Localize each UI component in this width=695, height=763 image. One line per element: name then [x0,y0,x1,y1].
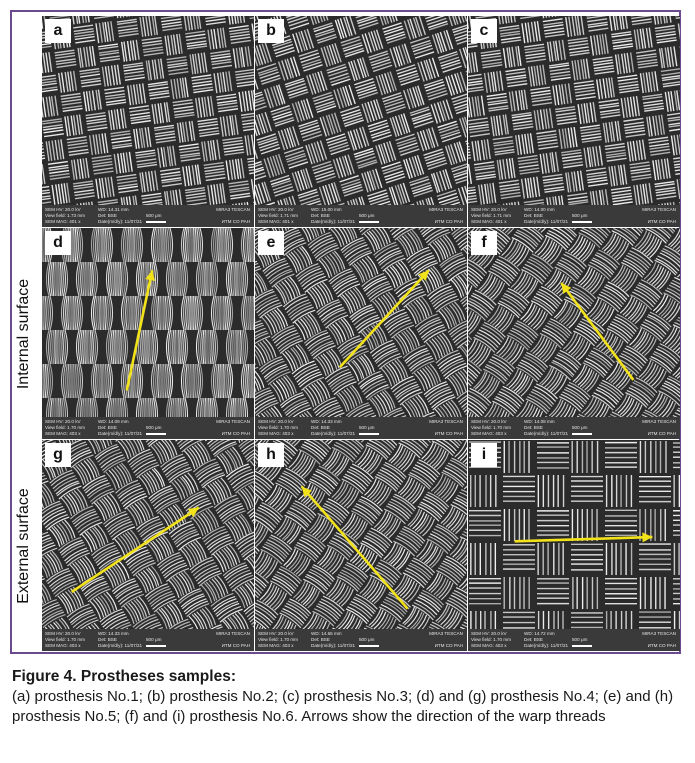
caption-body: (a) prosthesis No.1; (b) prosthesis No.2; (c) prosthesis No.3; (d) and (g) prosthesis No.4; (e) and (h) prosthesis No.5; (f) and (i) prosthesis No.6. Arrows show the direction of the warp threads [12,688,674,725]
warp-direction-arrow [515,537,653,541]
row-label-text: Internal surface [15,278,32,390]
sem-scale-label: 500 μm [146,425,162,430]
sem-scale-label: 500 μm [359,213,375,218]
sem-brand: MIRA3 TESCAN [429,207,463,212]
sem-view-field: View field: 1.70 mm [258,637,299,642]
sem-detector: Det: BSE [311,637,330,642]
sem-date: Date(m/d/y): 11/07/21 [524,643,569,648]
sem-wd: WD: 14.08 mm [524,419,555,424]
arrow-head [145,270,155,281]
panel-letter: f [471,231,497,255]
sem-magnification: SEM MAG: 403 x [258,431,294,436]
sem-info-bar [42,629,254,651]
sem-detector: Det: BSE [98,213,117,218]
sem-date: Date(m/d/y): 11/07/21 [98,643,143,648]
sem-date: Date(m/d/y): 11/07/21 [311,643,356,648]
sem-scale-bar [146,645,166,647]
sem-brand: MIRA3 TESCAN [429,631,463,636]
sem-scale-bar [359,221,379,223]
sem-magnification: SEM MAG: 403 x [471,431,507,436]
sem-magnification: SEM MAG: 403 x [471,643,507,648]
sem-view-field: View field: 1.71 mm [258,213,299,218]
sem-brand: MIRA3 TESCAN [642,419,676,424]
sem-hv: SEM HV: 20.0 kV [471,631,507,636]
sem-detector: Det: BSE [524,425,543,430]
sem-panel-c [468,16,680,227]
sem-panel-h [255,440,467,651]
warp-direction-arrow-layer [255,440,467,651]
warp-direction-arrow-layer [42,228,254,439]
sem-scale-label: 500 μm [572,637,588,642]
sem-info-bar [468,417,680,439]
sem-hv: SEM HV: 20.0 kV [45,207,81,212]
sem-brand: MIRA3 TESCAN [216,631,250,636]
sem-view-field: View field: 1.70 mm [45,425,86,430]
sem-scale-bar [359,433,379,435]
sem-date: Date(m/d/y): 11/07/21 [524,431,569,436]
sem-hv: SEM HV: 20.0 kV [258,207,294,212]
warp-direction-arrow-layer [468,228,680,439]
sem-scale-label: 500 μm [359,637,375,642]
sem-hv: SEM HV: 20.0 kV [471,207,507,212]
sem-magnification: SEM MAG: 401 x [258,219,294,224]
sem-magnification: SEM MAG: 403 x [45,431,81,436]
sem-panel-i [468,440,680,651]
sem-wd: WD: 15.00 mm [311,207,342,212]
sem-magnification: SEM MAG: 403 x [258,643,294,648]
sem-detector: Det: BSE [311,425,330,430]
sem-info-bar [255,417,467,439]
sem-scale-label: 500 μm [146,637,162,642]
sem-lab: ИТМ СО РАН [434,431,463,436]
warp-direction-arrow-layer [42,440,254,651]
sem-brand: MIRA3 TESCAN [429,419,463,424]
sem-scale-bar [572,645,592,647]
panel-letter: h [258,443,284,467]
sem-micrograph-texture [468,16,680,227]
sem-scale-label: 500 μm [572,425,588,430]
sem-view-field: View field: 1.73 mm [45,213,86,218]
sem-scale-label: 500 μm [146,213,162,218]
sem-micrograph-texture [255,16,467,227]
caption-title: Figure 4. Prostheses samples: [12,668,236,685]
warp-direction-arrow [561,283,633,380]
arrow-head [642,532,652,542]
sem-brand: MIRA3 TESCAN [642,207,676,212]
sem-detector: Det: BSE [524,213,543,218]
sem-detector: Det: BSE [98,425,117,430]
sem-lab: ИТМ СО РАН [434,643,463,648]
row-label-external-surface [14,440,34,652]
sem-info-bar [468,205,680,227]
sem-brand: MIRA3 TESCAN [216,207,250,212]
figure-caption [12,667,687,726]
sem-view-field: View field: 1.71 mm [471,213,512,218]
sem-date: Date(m/d/y): 11/07/21 [98,219,143,224]
sem-lab: ИТМ СО РАН [647,431,676,436]
sem-brand: MIRA3 TESCAN [642,631,676,636]
sem-info-bar [42,205,254,227]
warp-direction-arrow-layer [255,228,467,439]
panel-letter: c [471,19,497,43]
sem-scale-label: 500 μm [359,425,375,430]
sem-info-bar [255,205,467,227]
sem-detector: Det: BSE [524,637,543,642]
panel-letter: b [258,19,284,43]
sem-view-field: View field: 1.70 mm [471,425,512,430]
sem-lab: ИТМ СО РАН [647,219,676,224]
panel-letter: g [45,443,71,467]
row-label-internal-surface [14,228,34,440]
sem-date: Date(m/d/y): 11/07/21 [311,219,356,224]
sem-wd: WD: 14.31 mm [98,207,129,212]
sem-view-field: View field: 1.70 mm [471,637,512,642]
sem-wd: WD: 14.33 mm [311,419,342,424]
sem-hv: SEM HV: 20.0 kV [258,419,294,424]
sem-magnification: SEM MAG: 403 x [45,643,81,648]
sem-scale-bar [359,645,379,647]
sem-scale-bar [572,221,592,223]
sem-hv: SEM HV: 20.0 kV [258,631,294,636]
sem-lab: ИТМ СО РАН [647,643,676,648]
sem-panel-a [42,16,254,227]
sem-date: Date(m/d/y): 11/07/21 [98,431,143,436]
warp-direction-arrow [72,508,199,592]
sem-wd: WD: 14.33 mm [98,631,129,636]
warp-direction-arrow [127,270,152,390]
panel-letter: a [45,19,71,43]
sem-scale-bar [572,433,592,435]
sem-panel-b [255,16,467,227]
panel-letter: i [471,443,497,467]
row-label-text: External surface [15,488,33,604]
sem-date: Date(m/d/y): 11/07/21 [524,219,569,224]
sem-scale-label: 500 μm [572,213,588,218]
sem-lab: ИТМ СО РАН [221,219,250,224]
sem-panel-d [42,228,254,439]
sem-panel-f [468,228,680,439]
panel-letter: d [45,231,71,255]
sem-lab: ИТМ СО РАН [221,643,250,648]
sem-info-bar [255,629,467,651]
sem-hv: SEM HV: 20.0 kV [471,419,507,424]
sem-hv: SEM HV: 20.0 kV [45,419,81,424]
sem-panel-g [42,440,254,651]
sem-lab: ИТМ СО РАН [434,219,463,224]
sem-scale-bar [146,433,166,435]
sem-info-bar [468,629,680,651]
sem-wd: WD: 14.09 mm [98,419,129,424]
sem-wd: WD: 14.00 mm [524,207,555,212]
sem-date: Date(m/d/y): 11/07/21 [311,431,356,436]
sem-lab: ИТМ СО РАН [221,431,250,436]
sem-view-field: View field: 1.70 mm [258,425,299,430]
sem-view-field: View field: 1.70 mm [45,637,86,642]
sem-wd: WD: 14.72 mm [524,631,555,636]
sem-brand: MIRA3 TESCAN [216,419,250,424]
sem-info-bar [42,417,254,439]
sem-magnification: SEM MAG: 401 x [45,219,81,224]
warp-direction-arrow-layer [468,440,680,651]
warp-direction-arrow [340,270,429,367]
sem-detector: Det: BSE [98,637,117,642]
sem-detector: Det: BSE [311,213,330,218]
sem-wd: WD: 14.66 mm [311,631,342,636]
panel-letter: e [258,231,284,255]
sem-magnification: SEM MAG: 401 x [471,219,507,224]
sem-panel-e [255,228,467,439]
sem-hv: SEM HV: 20.0 kV [45,631,81,636]
warp-direction-arrow [302,486,408,608]
sem-scale-bar [146,221,166,223]
sem-micrograph-texture [42,16,254,227]
